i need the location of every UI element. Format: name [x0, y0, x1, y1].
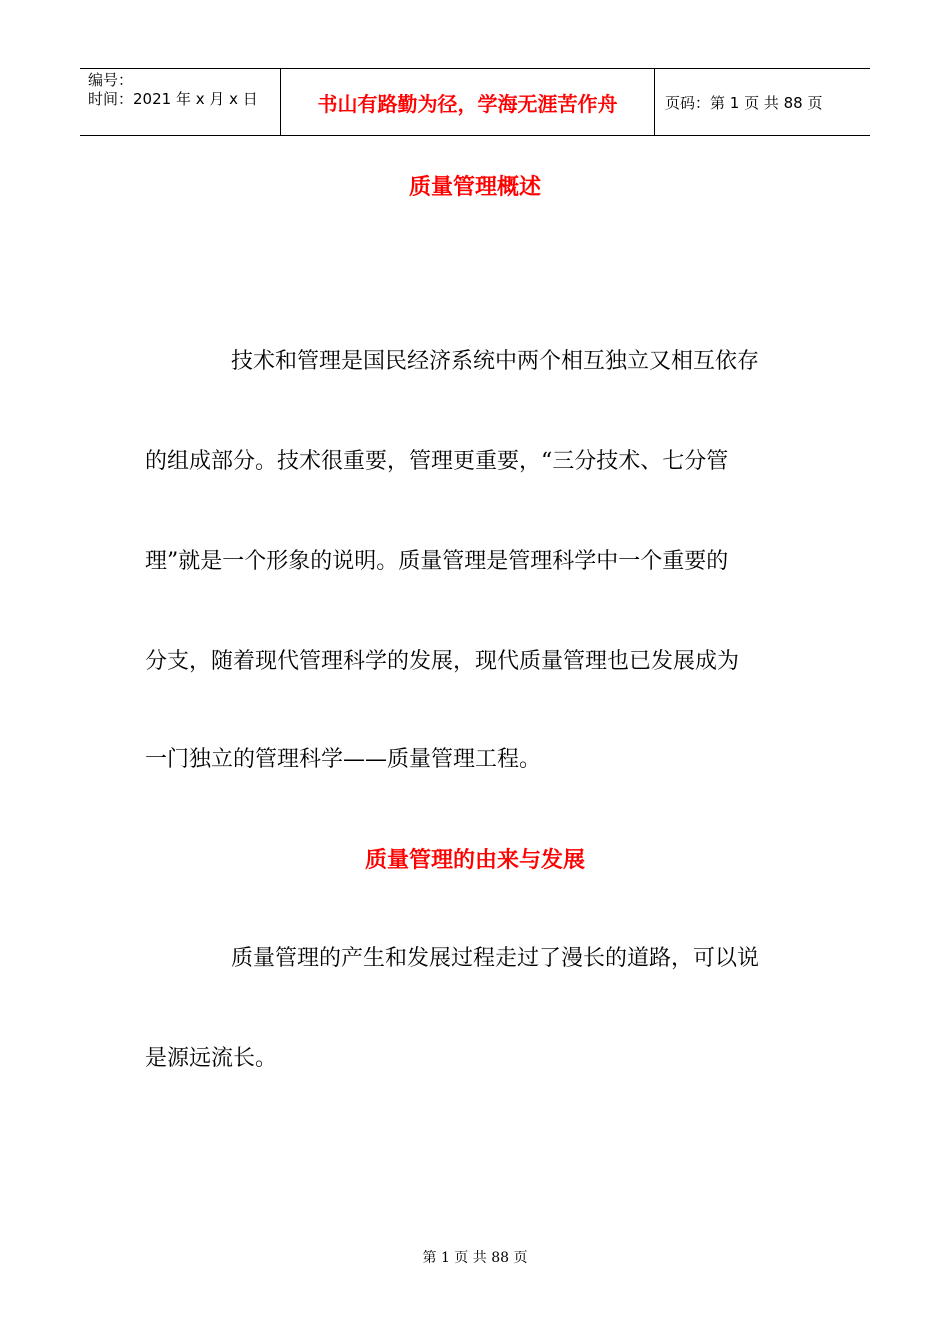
header-motto: 书山有路勤为径，学海无涯苦作舟	[281, 69, 655, 135]
paragraph-line: 质量管理的产生和发展过程走过了漫长的道路，可以说	[231, 946, 760, 971]
document-date: 时间：2021 年 x 月 x 日	[88, 90, 258, 108]
section-title-overview: 质量管理概述	[408, 175, 541, 200]
paragraph-line: 技术和管理是国民经济系统中两个相互独立又相互依存	[231, 349, 760, 374]
header-page-info: 页码：第 1 页 共 88 页	[665, 93, 823, 112]
paragraph-line: 是源远流长。	[145, 1046, 278, 1071]
header-meta-cell	[80, 69, 281, 135]
document-number-label: 编号：	[88, 71, 134, 89]
page-footer: 第 1 页 共 88 页	[422, 1250, 528, 1266]
paragraph-line: 理”就是一个形象的说明。质量管理是管理科学中一个重要的	[145, 549, 729, 574]
paragraph-line: 分支，随着现代管理科学的发展，现代质量管理也已发展成为	[145, 649, 740, 674]
section-title-history: 质量管理的由来与发展	[364, 848, 585, 873]
page-header-table	[80, 68, 870, 136]
paragraph-line: 一门独立的管理科学——质量管理工程。	[145, 747, 542, 772]
paragraph-line: 的组成部分。技术很重要，管理更重要，“三分技术、七分管	[145, 449, 729, 474]
